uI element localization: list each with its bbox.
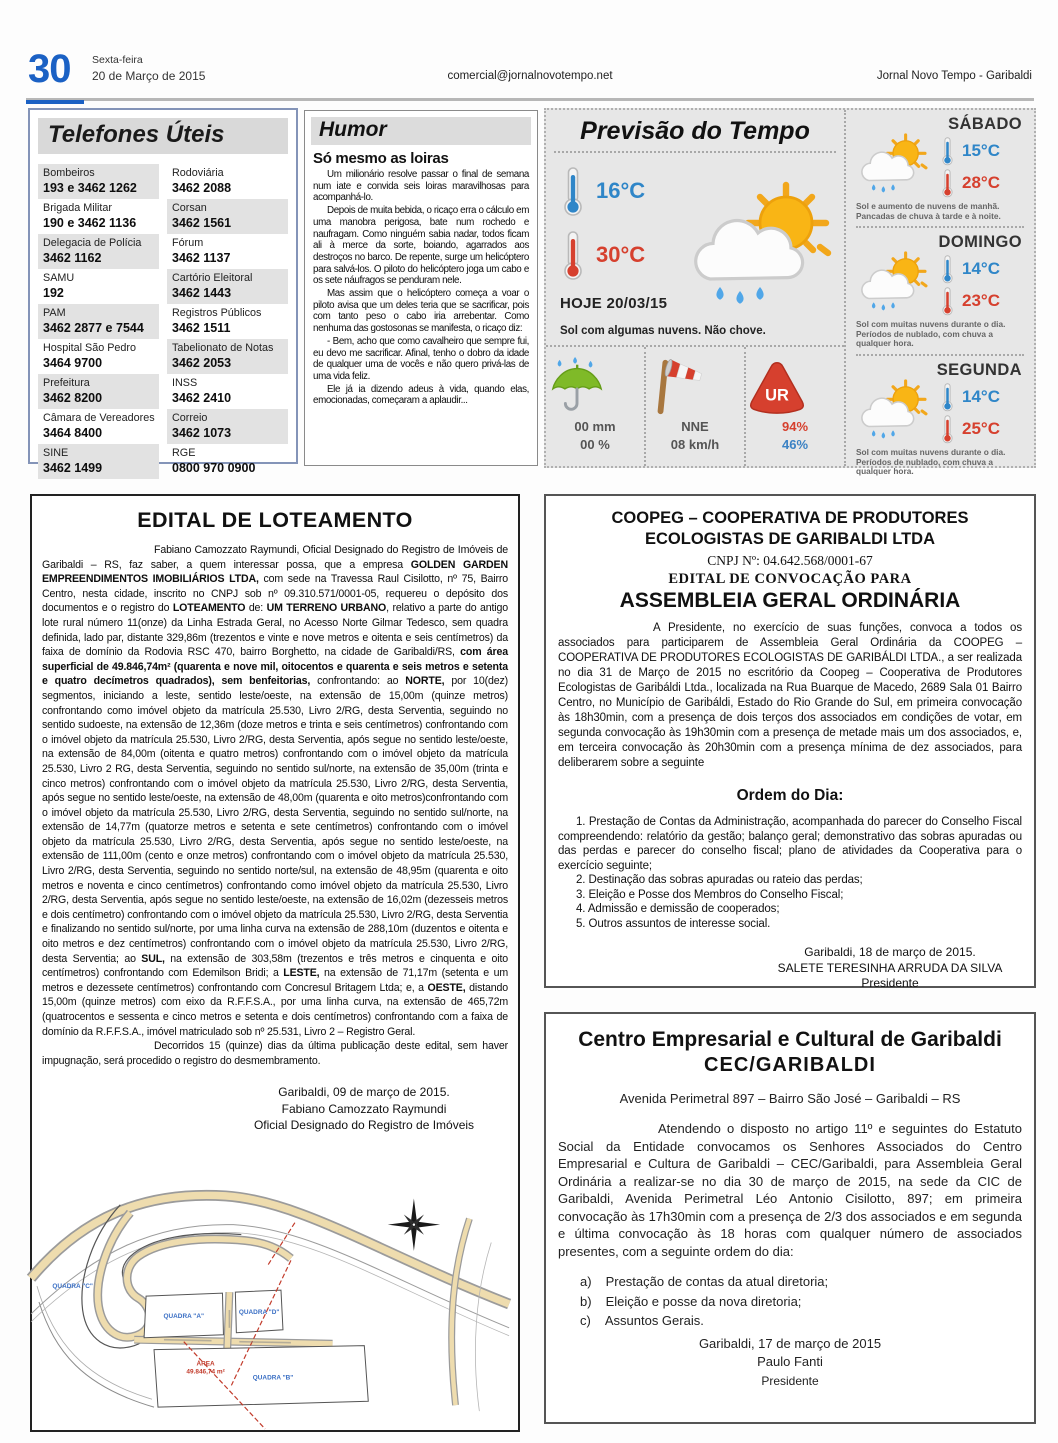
- phone-label: Prefeitura: [43, 377, 90, 389]
- thermometer-min-icon: [560, 165, 586, 217]
- edital-segment: com sede na Travessa Raul Cisilotto, nº 75, Bairro Centro, nesta cidade, inscrito no CNPJ sob nº 09.310.571/0001-05, requereu o depósito dos documentos e o registro do: [42, 573, 508, 615]
- map-label-quadra-d: QUADRA "D": [238, 1308, 280, 1316]
- humidity-cell: [744, 347, 844, 466]
- phone-label: Bombeiros: [43, 167, 95, 179]
- sun-cloud-rain-icon: [686, 181, 838, 309]
- coopeg-title-line1: COOPEG – COOPERATIVA DE PRODUTORES: [611, 509, 969, 527]
- edital-bold-segment: com área superficial de 49.846,74m² (quarenta e nove mil, oitocentos e quarenta e seis metros e setenta e quatro decímetros quadrados), sem benfeitorias,: [42, 646, 508, 688]
- phone-number: 3462 8200: [43, 391, 103, 405]
- edital-signature: [248, 1084, 480, 1134]
- signature-line: Garibaldi, 09 de março de 2015.: [278, 1085, 450, 1100]
- signature-line: Presidente: [861, 976, 919, 990]
- agenda-item: [580, 1272, 1034, 1292]
- forecast-day-sunday: [846, 228, 1034, 356]
- edital-segment: na extensão de 303,58m (trezentos e três metros e cinquenta e oito centímetros) confrontando com Edemilson Bridi; a: [42, 952, 508, 980]
- weather-title: Previsão do Tempo: [554, 110, 836, 153]
- rain-pct: 00 %: [580, 437, 610, 452]
- map-area-label: ÁREA: [196, 1360, 215, 1368]
- phone-label: Brigada Militar: [43, 202, 113, 214]
- sun-cloud-rain-icon: [856, 133, 932, 195]
- masthead: Jornal Novo Tempo - Garibaldi: [876, 70, 1032, 82]
- rain-mm: 00 mm: [574, 419, 616, 434]
- edital-bold-segment: NORTE,: [405, 675, 445, 688]
- coopeg-cnpj: CNPJ Nº: 04.642.568/0001-67: [707, 553, 873, 568]
- phone-label: Delegacia de Polícia: [43, 237, 142, 249]
- humor-paragraphs: [305, 169, 537, 407]
- phone-label: Rodoviária: [172, 167, 224, 179]
- agenda-item-marker: b): [580, 1293, 592, 1309]
- day-max-temp: 23°C: [962, 291, 1000, 311]
- humor-paragraph: - Bem, acho que como cavalheiro que sempre fui, eu devo me sacrificar. Afinal, tenho o dobro da idade de qualquer uma de vocês e não quero privá-las de uma vida feliz.: [313, 335, 529, 382]
- phone-number: 3462 1073: [172, 426, 232, 440]
- page-number: 30: [28, 47, 71, 91]
- phone-number: 3464 8400: [43, 426, 103, 440]
- phone-entry: [167, 304, 288, 339]
- phone-entry: [167, 269, 288, 304]
- signature-line: Presidente: [761, 1373, 819, 1388]
- phone-number: 190 e 3462 1136: [43, 216, 137, 230]
- phone-number: 3462 1561: [172, 216, 232, 230]
- phone-number: 3462 1137: [172, 251, 231, 265]
- today-min-temp: 16°C: [596, 178, 646, 203]
- phone-number: 3462 2053: [172, 356, 232, 370]
- thermometer-min-icon: [940, 136, 955, 166]
- phone-entry: [167, 199, 288, 234]
- windsock-icon: [646, 356, 708, 418]
- edital-segment: por 10(dez) segmentos, iniciando a leste, sentido leste/oeste, na extensão de 15,00m (quinze metros) confrontando como imóvel objeto da matrícula 25.530, Livro 2/RG, desta Serventia, seguindo no sentido sudoeste, na extensão de 12,36m (doze metros e trinta e seis centímetros) confrontando com o imóvel objeto da matrícula 25.530, Livro 2/RG, desta Serventia, após segue no sentido leste/oeste, na extensão de 84,00m (oitenta e quatro metros) confrontando com o imóvel objeto da matrícula 25.530, Livro 2 RG, desta Serventia, seguindo no sentido sul/norte, na extensão de 35,00m (trinta e cinco metros) confrontando com o imóvel objeto da matrícula 25.530, Livro 2/RG, desta Serventia, após segue no sentido leste/oeste, na extensão de 48,00m (quarenta e oito metros)confrontando com o imóvel objeto da matrícula 25.530, Livro 2/RG, desta Serventia, seguindo no sentido sul/norte, na extensão de 14,77m (quatorze metros e setenta e sete centímetros) confrontando com o imóvel objeto da matrícula 25.530, Livro 2/RG, desta Serventia, após segue no sentido leste/oeste, na extensão de 111,00m (cento e onze metros) confrontando com o imóvel objeto da matrícula 25.530, Livro 2/RG, desta Serventia, seguindo no sentido norte/sul, na extensão de 48,95m (quarenta e oito metros e noventa e cinco centímetros) confrontando como imóvel objeto da matrícula 25.530, Livro 2/RG, desta Serventia, após segue no sentido leste/oeste, na extensão de 16,02m (dezesseis metros e dois centímetro) confrontando com o imóvel objeto da matrícula 25.530, Livro 2/RG, desta Serventia e finalizando no sentido sul/norte, por uma linha curva na extensão de 288,10m (duzentos e oitenta e oito metros e dez centímetros) confrontando com o imóvel objeto da matrícula 25.530, Livro 2/RG, desta Serventia; ao: [42, 675, 508, 965]
- humor-paragraph: Depois de muita bebida, o ricaço erra o cálculo em uma manobra perigosa, bate num rochedo e naufragam. Como ninguém sabia nadar, todos ficam ali à merce da sorte, boiando, agarrados aos destroços no barco. De repente, surge um helicóptero para salvá-los. O piloto do helicóptero joga um cabo e os sete náufragos se penduram nele.: [313, 205, 529, 287]
- humor-headline: Só mesmo as loiras: [313, 150, 449, 167]
- phone-entry: [38, 409, 159, 444]
- cec-body: Atendendo o disposto no artigo 11º e seguintes do Estatuto Social da Entidade convocamos os Senhores Associados do Centro Empresarial e Cultura de Garibaldi – CEC/Garibaldi, para Assembleia Geral Ordinária a realizar-se no dia 30 de março de 2015, na sede da CIC de Garibaldi, Avenida Perimetral Léo Antonio Cisilotto, 897; em primeira convocação às 17h30min com a presença de 2/3 dos associados e em segunda e última convocação às 18 horas com qualquer número de associados presentes, com a seguinte ordem do dia:: [558, 1121, 1022, 1259]
- forecast-day-monday: [846, 356, 1034, 482]
- phone-entry: [167, 374, 288, 409]
- day-name: SÁBADO: [948, 115, 1022, 133]
- compass-rose-icon: [388, 1198, 440, 1250]
- humidity-min: 46%: [781, 437, 809, 452]
- page-header: [26, 47, 1034, 101]
- forecast-day-saturday: [846, 110, 1034, 228]
- phone-label: Hospital São Pedro: [43, 342, 137, 354]
- phone-label: Câmara de Vereadores: [43, 412, 155, 424]
- phone-label: Cartório Eleitoral: [172, 272, 253, 284]
- cec-title-line2: CEC/GARIBALDI: [704, 1054, 876, 1076]
- phone-entry: [38, 304, 159, 339]
- phone-number: 3462 1162: [43, 251, 102, 265]
- phones-title: Telefones Úteis: [38, 118, 288, 154]
- day-name: SEGUNDA: [936, 360, 1022, 379]
- today-max-temp: 30°C: [596, 242, 646, 267]
- agenda-item: [580, 1292, 1034, 1312]
- agenda-item: 1. Prestação de Contas da Administração, acompanhada do parecer do Conselho Fiscal compreendendo: relatório da gestão; balanço geral; demonstrativo das sobras apuradas ou das perdas e parecer do conselho fiscal; plano de atividades da Cooperativa para o exercício seguinte;: [558, 816, 1022, 872]
- phone-number: 192: [43, 286, 64, 300]
- weather-main: [546, 110, 846, 466]
- edital-segment: Fabiano Camozzato Raymundi, Oficial Designado do Registro de Imóveis de Garibaldi – RS, faz saber, a quem interessar possa, que a empresa: [42, 544, 508, 571]
- phones-col-right: [167, 164, 288, 479]
- edital-bold-segment: UM TERRENO URBANO: [266, 602, 387, 615]
- agenda-item-text: Eleição e posse da nova diretoria;: [605, 1293, 802, 1309]
- map-label-quadra-a: QUADRA "A": [163, 1312, 205, 1320]
- phone-label: Fórum: [172, 237, 204, 249]
- edital-loteamento-box: [30, 494, 520, 1432]
- cec-signature: [546, 1335, 1034, 1391]
- coopeg-body: A Presidente, no exercício de suas funções, convoca a todos os associados para participarem de Assembleia Geral Ordinária da COOPEG – COOPERATIVA DE PRODUTORES ECOLOGISTAS DE GARIBÁLDI LTDA., a ser realizada no dia 31 de Março de 2015 no escritório da Coopeg – Cooperativa de Produtores Ecologistas de Garibáldi Ltda., localizada na Rua Buarque de Macedo, 2689 Sala 01 Bairro Centro, no Município de Garibáldi, Estado do Rio Grande do Sul, em primeira convocação às 18h30min, com a presença de dois terços dos associados em condições de votar, em segunda convocação às 19h30min com a presença de metade mais um dos associados, e, em terceira convocação às 20h30min com a presença mínima de dez associados, para deliberarem sobre a seguinte: [558, 622, 1022, 769]
- phone-entry: [38, 444, 159, 479]
- coopeg-notice-box: [544, 494, 1036, 988]
- weather-box: [544, 108, 1036, 477]
- phone-label: Tabelionato de Notas: [172, 342, 274, 354]
- day-name: DOMINGO: [938, 233, 1022, 252]
- phone-entry: [38, 339, 159, 374]
- header-accent-bar: [26, 100, 84, 104]
- phone-label: Correio: [172, 412, 208, 424]
- coopeg-subtitle2: ASSEMBLEIA GERAL ORDINÁRIA: [619, 589, 961, 612]
- day-caption: Sol com muitas nuvens durante o dia. Períodos de nublado, com chuva a qualquer hora.: [856, 320, 1024, 356]
- wind-speed: 08 km/h: [670, 437, 720, 452]
- cec-notice-box: [544, 1012, 1036, 1424]
- edital-segment: distando 15,00m (quinze metros) com eixo da R.F.F.S.A., por uma linha curva, na extensão de 465,72m (quatrocentos e sessenta e cinco metros e setenta e dois centímetros) confrontando com a faixa de domínio da R.F.F.S.A., imóvel matriculado sob nº 25.531, Livro 2 – Registro Geral.: [42, 981, 508, 1038]
- plat-map: [35, 1183, 513, 1427]
- map-label-quadra-b: QUADRA "B": [252, 1374, 294, 1382]
- coopeg-title-line2: ECOLOGISTAS DE GARIBALDI LTDA: [645, 530, 935, 548]
- signature-line: Fabiano Camozzato Raymundi: [281, 1101, 447, 1116]
- signature-line: Garibaldi, 18 de março de 2015.: [804, 945, 976, 959]
- phone-number: 3462 1511: [172, 321, 231, 335]
- thermometer-max-icon: [560, 229, 586, 281]
- useful-phones-box: [28, 108, 298, 475]
- cec-items: [580, 1272, 1034, 1331]
- cec-title-line1: Centro Empresarial e Cultural de Garibaldi: [578, 1028, 1002, 1051]
- humor-paragraph: Ele já ia dizendo adeus à vida, quando elas, emocionadas, começaram a aplaudir...: [313, 383, 529, 407]
- signature-line: SALETE TERESINHA ARRUDA DA SILVA: [777, 960, 1003, 975]
- coopeg-items: [546, 815, 1034, 931]
- weather-today: [546, 153, 844, 345]
- edital-bold-segment: OESTE,: [427, 981, 466, 994]
- map-area-value: 49.846,74 m²: [186, 1368, 225, 1376]
- edital-segment: na extensão de 71,17m (setenta e um metros e dezessete centímetros) confrontando com Concresul Britagem Ltda; e, a: [42, 967, 508, 994]
- map-label-quadra-c: QUADRA "C": [52, 1283, 93, 1291]
- phone-label: INSS: [172, 377, 198, 389]
- phone-number: 3462 2410: [172, 391, 232, 405]
- weather-metrics: [546, 345, 844, 466]
- phone-number: 3462 1499: [43, 461, 103, 475]
- coopeg-order-title: Ordem do Dia:: [736, 787, 844, 804]
- phone-entry: [38, 374, 159, 409]
- thermometer-min-icon: [940, 382, 955, 412]
- thermometer-min-icon: [940, 254, 955, 284]
- phone-label: RGE: [172, 447, 196, 459]
- edital-closing: Decorridos 15 (quinze) dias da última publicação deste edital, sem haver impugnação, será procedido o registro do desmembramento.: [42, 1040, 508, 1067]
- signature-line: Paulo Fanti: [757, 1354, 823, 1369]
- edital-segment: confrontando: ao: [310, 675, 406, 688]
- phone-entry: [167, 444, 288, 479]
- phone-entry: [38, 199, 159, 234]
- signature-line: Garibaldi, 17 de março de 2015: [698, 1335, 882, 1351]
- phone-entry: [167, 234, 288, 269]
- phones-col-left: [38, 164, 159, 479]
- phone-number: 193 e 3462 1262: [43, 181, 137, 195]
- agenda-item: 2. Destinação das sobras apuradas ou rateio das perdas;: [576, 874, 863, 886]
- edital-bold-segment: LOTEAMENTO: [172, 602, 246, 615]
- day-max-temp: 28°C: [962, 173, 1000, 192]
- today-summary: Sol com algumas nuvens. Não chove.: [560, 325, 766, 337]
- today-date-label: HOJE 20/03/15: [560, 295, 668, 312]
- weather-forecast-days: [846, 110, 1034, 477]
- day-min-temp: 14°C: [962, 259, 1000, 279]
- agenda-item-marker: a): [580, 1274, 592, 1289]
- phone-entry: [167, 164, 288, 199]
- humor-box: [304, 110, 538, 466]
- phone-number: 3462 2088: [172, 181, 232, 195]
- edital-title: EDITAL DE LOTEAMENTO: [137, 508, 413, 532]
- signature-line: Oficial Designado do Registro de Imóveis: [253, 1118, 475, 1133]
- agenda-item-text: Assuntos Gerais.: [604, 1313, 704, 1328]
- agenda-item-text: Prestação de contas da atual diretoria;: [605, 1274, 829, 1289]
- umbrella-rain-icon: [546, 356, 608, 418]
- edital-paragraph: [42, 543, 508, 1039]
- contact-email: comercial@jornalnovotempo.net: [447, 70, 613, 82]
- sun-cloud-rain-icon: [856, 379, 932, 441]
- phone-entry: [38, 269, 159, 304]
- phones-columns: [30, 164, 296, 479]
- edital-segment: de:: [245, 602, 267, 615]
- phone-number: 0800 970 0900: [172, 461, 256, 475]
- edital-bold-segment: GOLDEN GARDEN EMPREENDIMENTOS IMOBILIÁRIOS LTDA,: [42, 558, 508, 586]
- coopeg-signature: [546, 945, 1034, 992]
- humidity-badge-label: UR: [765, 386, 789, 405]
- edital-segment: , relativo a parte do antigo lote rural número 11(onze) da Linha Estrada Geral, no Acesso Norte Gilmar Tedesco, sem quadra definida, lado par, distante 329,86m (trezentos e vinte e nove metros e oitenta e seis centímetros) da faixa de domínio da Rodovia RSC 470, bairro Borghetto, na cidade de Garibaldi/RS,: [42, 602, 508, 659]
- edital-body: [32, 543, 518, 1068]
- phone-label: SAMU: [43, 272, 75, 284]
- phone-number: 3462 1443: [172, 286, 232, 300]
- phone-entry: [38, 234, 159, 269]
- agenda-item: [580, 1311, 1034, 1331]
- cec-address: Avenida Perimetral 897 – Bairro São José – Garibaldi – RS: [619, 1091, 961, 1106]
- day-min-temp: 15°C: [962, 141, 1000, 160]
- phone-number: 3464 9700: [43, 356, 103, 370]
- humor-paragraph: Um milionário resolve passar o final de semana num iate e convida seis loiras maravilhosas para acompanhá-lo.: [313, 169, 529, 204]
- coopeg-subtitle1: EDITAL DE CONVOCAÇÃO PARA: [668, 571, 912, 587]
- phone-entry: [167, 409, 288, 444]
- agenda-item-marker: c): [580, 1313, 591, 1328]
- phone-entry: [167, 339, 288, 374]
- edital-bold-segment: LESTE,: [283, 967, 320, 980]
- thermometer-max-icon: [940, 286, 955, 316]
- humor-paragraph: Mas assim que o helicóptero começa a voar o piloto avisa que um deles teria que se sacrificar, pois com tanto peso o cabo iria arrebentar. Como nenhuma das gostosonas se manifesta, o ricaço diz:: [313, 288, 529, 335]
- day-min-temp: 14°C: [962, 386, 1000, 406]
- humidity-badge-icon: [746, 356, 808, 418]
- day-caption: Sol com muitas nuvens durante o dia. Períodos de nublado, com chuva a qualquer hora.: [856, 446, 1006, 477]
- humidity-max: 94%: [781, 419, 809, 434]
- date: 20 de Março de 2015: [92, 69, 206, 83]
- edital-bold-segment: SUL,: [141, 952, 165, 965]
- agenda-item: 5. Outros assuntos de interesse social.: [576, 917, 771, 930]
- phone-label: Corsan: [172, 202, 207, 214]
- phone-label: SINE: [43, 447, 69, 459]
- humor-title: Humor: [311, 117, 531, 145]
- wind-direction: NNE: [681, 419, 709, 434]
- phone-label: PAM: [43, 307, 66, 319]
- phone-number: 3462 2877 e 7544: [43, 321, 144, 335]
- wind-cell: [644, 347, 744, 466]
- sun-cloud-rain-icon: [856, 251, 932, 313]
- weekday: Sexta-feira: [92, 54, 143, 66]
- phone-label: Registros Públicos: [172, 307, 262, 319]
- thermometer-max-icon: [940, 414, 955, 444]
- agenda-item: 4. Admissão e demissão de cooperados;: [576, 903, 780, 915]
- day-max-temp: 25°C: [962, 418, 1000, 438]
- rain-cell: [546, 347, 644, 466]
- thermometer-max-icon: [940, 168, 955, 198]
- phone-entry: [38, 164, 159, 199]
- agenda-item: 3. Eleição e Posse dos Membros do Conselho Fiscal;: [576, 888, 844, 901]
- day-caption: Sol e aumento de nuvens de manhã. Pancadas de chuva à tarde e à noite.: [856, 202, 1024, 228]
